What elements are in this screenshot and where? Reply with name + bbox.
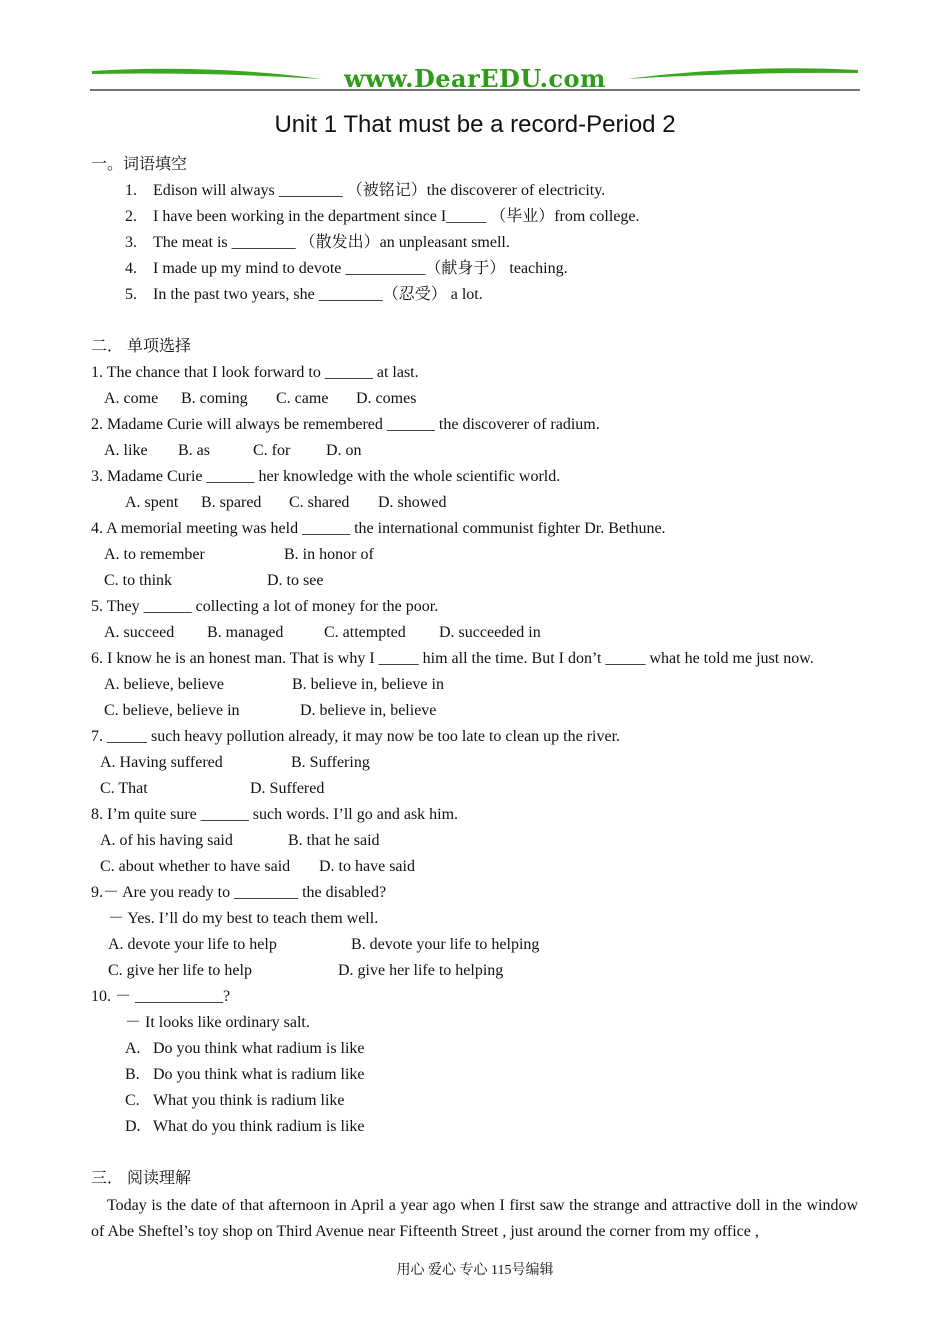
option: C. That [100,780,148,797]
section1-heading: 一。词语填空 [91,156,188,173]
option: B. that he said [288,832,380,849]
option: C. for [253,442,291,459]
option: A. believe, believe [104,676,224,693]
option: B. Do you think what is radium like [125,1066,365,1083]
question-stem: 9.－ Are you ready to ________ the disabled? [91,884,387,901]
question-stem: 4. A memorial meeting was held ______ the international communist fighter Dr. Bethune. [91,520,666,537]
option: A. spent [125,494,179,511]
question-stem: 10. － ___________? [91,988,231,1005]
option: B. coming [181,390,248,407]
option: D. What do you think radium is like [125,1118,365,1135]
vocab-item: 4. I made up my mind to devote __________（献身于） teaching. [125,260,568,277]
option: B. in honor of [284,546,374,563]
question-stem: 6. I know he is an honest man. That is why I _____ him all the time. But I don’t _____ what he told me just now. [91,650,814,667]
section2-heading: 二． 单项选择 [91,338,192,355]
option: B. as [178,442,210,459]
option: D. to see [267,572,324,589]
question-reply: － It looks like ordinary salt. [125,1014,310,1031]
option: D. on [326,442,362,459]
option: C. to think [104,572,173,589]
page-footer: 用心 爱心 专心 115号编辑 [396,1263,554,1278]
option: A. come [104,390,159,407]
option: A. succeed [104,624,175,641]
option: C. give her life to help [108,962,252,979]
site-logo: www.DearEDU.com [344,64,606,93]
option: D. succeeded in [439,624,541,641]
option: A. of his having said [100,832,233,849]
question-stem: 7. _____ such heavy pollution already, it may now be too late to clean up the river. [91,728,621,745]
page-title: Unit 1 That must be a record-Period 2 [274,111,676,138]
option: B. Suffering [291,754,370,771]
option: D. to have said [319,858,415,875]
option: C. What you think is radium like [125,1092,345,1109]
option: C. came [276,390,329,407]
question-stem: 5. They ______ collecting a lot of money for the poor. [91,598,439,615]
option: B. devote your life to helping [351,936,540,953]
option: C. shared [289,494,350,511]
option: D. Suffered [250,780,325,797]
question-reply: － Yes. I’ll do my best to teach them well. [108,910,379,927]
option: D. believe in, believe [300,702,437,719]
vocab-item: 5. In the past two years, she ________（忍受） a lot. [125,286,483,303]
option: D. give her life to helping [338,962,504,979]
option: D. showed [378,494,447,511]
question-stem: 2. Madame Curie will always be remembered ______ the discoverer of radium. [91,416,600,433]
question-stem: 1. The chance that I look forward to ______ at last. [91,364,419,381]
site-header-banner [90,62,860,96]
option: A. Do you think what radium is like [125,1040,365,1057]
option: C. attempted [324,624,406,641]
section3-heading: 三． 阅读理解 [91,1170,192,1187]
question-stem: 3. Madame Curie ______ her knowledge with the whole scientific world. [91,468,561,485]
option: D. comes [356,390,417,407]
option: C. about whether to have said [100,858,291,875]
vocab-item: 3. The meat is ________ （散发出）an unpleasant smell. [125,234,510,251]
vocab-item: 1. Edison will always ________ （被铭记）the discoverer of electricity. [125,182,606,199]
option: B. managed [207,624,284,641]
question-stem: 8. I’m quite sure ______ such words. I’ll go and ask him. [91,806,459,823]
option: B. believe in, believe in [292,676,444,693]
option: A. to remember [104,546,205,563]
option: A. Having suffered [100,754,223,771]
vocab-item: 2. I have been working in the department since I_____ （毕业）from college. [125,208,640,225]
option: A. like [104,442,148,459]
option: A. devote your life to help [108,936,277,953]
option: B. spared [201,494,262,511]
reading-paragraph: Today is the date of that afternoon in April a year ago when I first saw the strange and attractive doll in the window of Abe Sheftel’s toy shop on Third Avenue near Fifteenth Street , just around the corner from my office , [91,1197,858,1240]
option: C. believe, believe in [104,702,240,719]
